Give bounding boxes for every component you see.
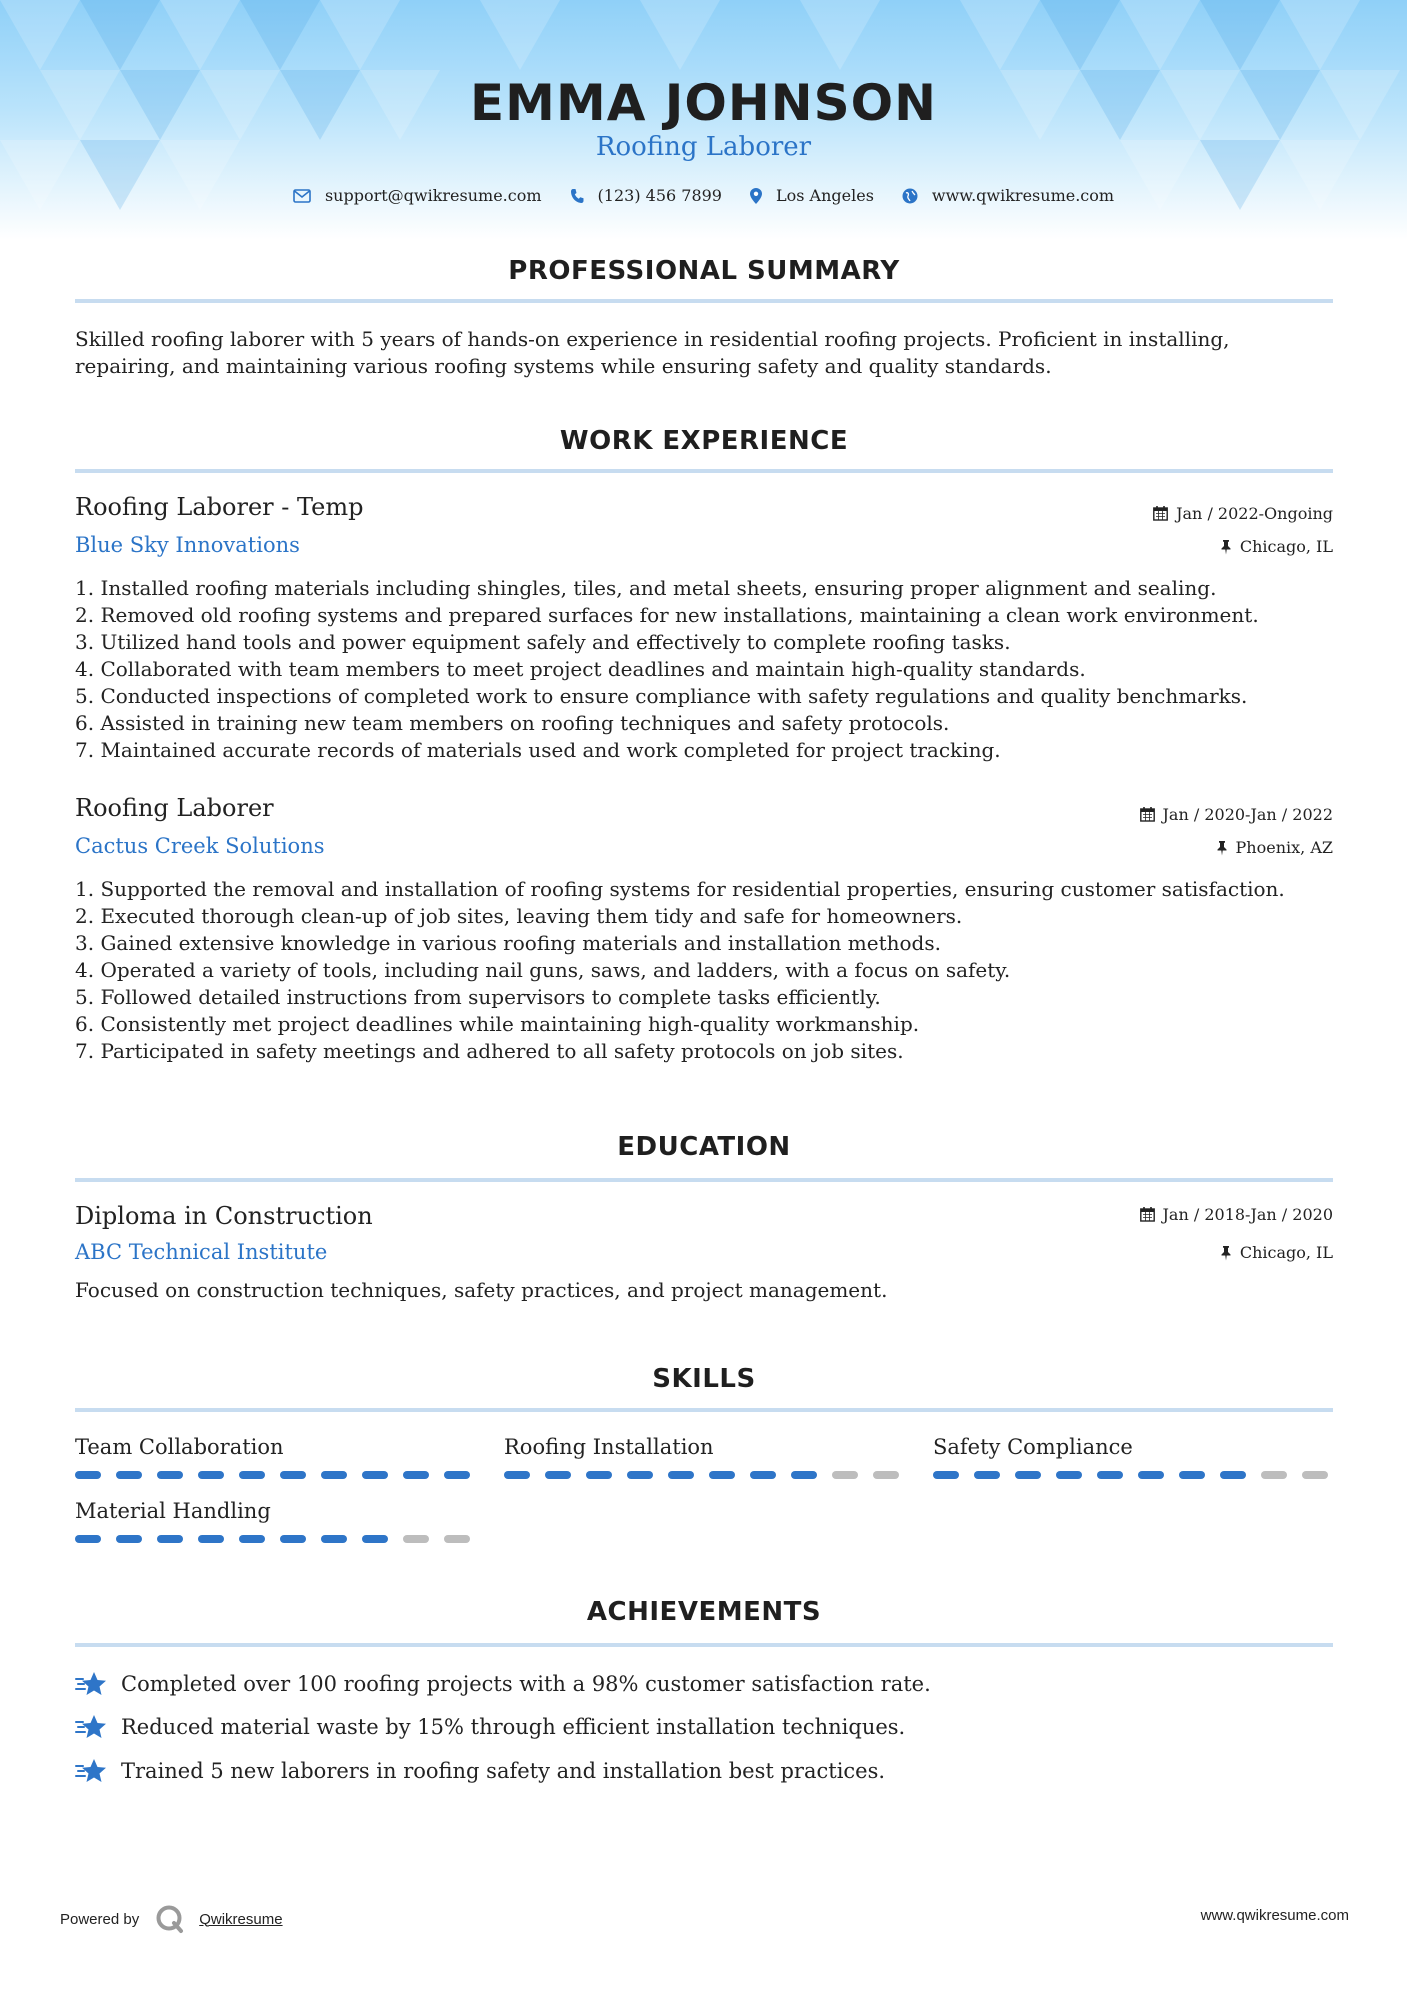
list-item: 5. Followed detailed instructions from supervisors to complete tasks efficiently. xyxy=(75,985,881,1009)
job-2-company: Cactus Creek Solutions xyxy=(75,834,325,858)
skill-dash-filled xyxy=(750,1471,776,1479)
skill-dash-filled xyxy=(116,1471,142,1479)
skill-dash-filled xyxy=(198,1471,224,1479)
achievement-item xyxy=(75,1670,931,1698)
list-item: 4. Operated a variety of tools, including nail guns, saws, and ladders, with a focus on safety. xyxy=(75,958,1011,982)
candidate-name: EMMA JOHNSON xyxy=(470,74,937,132)
skill-dash-filled xyxy=(586,1471,612,1479)
star-icon xyxy=(75,1757,107,1785)
skill-dash-filled xyxy=(545,1471,571,1479)
job-2-date xyxy=(1140,805,1333,824)
skill-4-meter xyxy=(75,1535,485,1543)
skill-dash-filled xyxy=(1015,1471,1041,1479)
experience-divider xyxy=(75,469,1333,473)
contact-bar xyxy=(0,186,1407,205)
list-item: 2. Executed thorough clean-up of job sites, leaving them tidy and safe for homeowners. xyxy=(75,904,963,928)
skill-dash-filled xyxy=(1138,1471,1164,1479)
list-item: 6. Assisted in training new team members on roofing techniques and safety protocols. xyxy=(75,711,950,735)
education-date-text: Jan / 2018-Jan / 2020 xyxy=(1162,1205,1333,1224)
skill-dash-filled xyxy=(75,1535,101,1543)
list-item: 2. Removed old roofing systems and prepared surfaces for new installations, maintaining a clean work environment. xyxy=(75,603,1259,627)
achievement-item xyxy=(75,1757,885,1785)
skill-dash-filled xyxy=(75,1471,101,1479)
list-item: 7. Maintained accurate records of materials used and work completed for project tracking. xyxy=(75,738,1001,762)
list-item: 1. Supported the removal and installation of roofing systems for residential properties, ensuring customer satisfaction. xyxy=(75,877,1285,901)
location-text: Los Angeles xyxy=(775,186,874,205)
job-2-location xyxy=(1216,838,1333,857)
contact-email[interactable] xyxy=(293,186,542,205)
email-text: support@qwikresume.com xyxy=(324,186,542,205)
skill-2-label: Roofing Installation xyxy=(504,1435,714,1459)
summary-divider xyxy=(75,299,1333,303)
job-1-company: Blue Sky Innovations xyxy=(75,533,300,557)
list-item: 3. Gained extensive knowledge in various roofing materials and installation methods. xyxy=(75,931,941,955)
skill-dash-filled xyxy=(444,1471,470,1479)
skill-dash-filled xyxy=(239,1535,265,1543)
skill-dash-filled xyxy=(403,1471,429,1479)
list-item: 3. Utilized hand tools and power equipment safely and effectively to complete roofing tasks. xyxy=(75,630,1011,654)
skills-divider xyxy=(75,1408,1333,1412)
phone-icon xyxy=(570,188,584,204)
skill-4-label: Material Handling xyxy=(75,1499,271,1523)
job-1-location-text: Chicago, IL xyxy=(1239,537,1333,556)
skill-dash-filled xyxy=(1179,1471,1205,1479)
skill-dash-empty xyxy=(444,1535,470,1543)
achievements-heading: ACHIEVEMENTS xyxy=(586,1597,822,1627)
job-title-headline: Roofing Laborer xyxy=(595,132,812,162)
skill-dash-filled xyxy=(362,1535,388,1543)
achievement-text: Reduced material waste by 15% through efficient installation techniques. xyxy=(121,1715,906,1739)
skill-dash-filled xyxy=(668,1471,694,1479)
skill-dash-empty xyxy=(403,1535,429,1543)
skill-dash-empty xyxy=(1261,1471,1287,1479)
skill-dash-filled xyxy=(933,1471,959,1479)
list-item: 7. Participated in safety meetings and adhered to all safety protocols on job sites. xyxy=(75,1039,904,1063)
job-2-location-text: Phoenix, AZ xyxy=(1235,838,1333,857)
job-2-title: Roofing Laborer xyxy=(75,794,274,822)
skill-dash-filled xyxy=(974,1471,1000,1479)
skill-2-meter xyxy=(504,1471,914,1479)
skill-dash-filled xyxy=(116,1535,142,1543)
calendar-icon xyxy=(1140,1207,1155,1222)
calendar-icon xyxy=(1153,506,1168,521)
pushpin-icon xyxy=(1220,539,1232,555)
skill-dash-filled xyxy=(1056,1471,1082,1479)
skill-dash-filled xyxy=(157,1535,183,1543)
skill-dash-filled xyxy=(627,1471,653,1479)
skill-dash-filled xyxy=(362,1471,388,1479)
envelope-icon xyxy=(293,189,311,203)
job-1-date-text: Jan / 2022-Ongoing xyxy=(1176,504,1333,523)
skill-3-label: Safety Compliance xyxy=(933,1435,1133,1459)
skill-dash-empty xyxy=(1302,1471,1328,1479)
skill-dash-empty xyxy=(873,1471,899,1479)
job-2-date-text: Jan / 2020-Jan / 2022 xyxy=(1162,805,1333,824)
pushpin-icon xyxy=(1216,840,1228,856)
contact-location xyxy=(750,186,874,205)
skill-dash-filled xyxy=(791,1471,817,1479)
skill-1-label: Team Collaboration xyxy=(75,1435,284,1459)
achievement-text: Trained 5 new laborers in roofing safety and installation best practices. xyxy=(121,1759,886,1783)
qwikresume-logo-icon xyxy=(155,1904,185,1934)
skill-dash-filled xyxy=(321,1535,347,1543)
skill-dash-filled xyxy=(1220,1471,1246,1479)
list-item: 1. Installed roofing materials including shingles, tiles, and metal sheets, ensuring proper alignment and sealing. xyxy=(75,576,1217,600)
skill-dash-filled xyxy=(239,1471,265,1479)
calendar-icon xyxy=(1140,807,1155,822)
skill-dash-filled xyxy=(198,1535,224,1543)
job-2-bullets xyxy=(75,876,1345,1065)
education-heading: EDUCATION xyxy=(617,1132,791,1162)
skill-1-meter xyxy=(75,1471,485,1479)
skill-dash-filled xyxy=(280,1535,306,1543)
skill-dash-filled xyxy=(321,1471,347,1479)
skill-dash-filled xyxy=(1097,1471,1123,1479)
job-1-location xyxy=(1220,537,1333,556)
star-icon xyxy=(75,1713,107,1741)
list-item: 6. Consistently met project deadlines while maintaining high-quality workmanship. xyxy=(75,1012,920,1036)
achievement-item xyxy=(75,1713,905,1741)
contact-phone[interactable] xyxy=(570,186,722,205)
list-item: 5. Conducted inspections of completed work to ensure compliance with safety regulations and quality benchmarks. xyxy=(75,684,1248,708)
skill-dash-empty xyxy=(832,1471,858,1479)
job-1-title: Roofing Laborer - Temp xyxy=(75,493,364,521)
contact-website[interactable] xyxy=(902,186,1114,205)
powered-by-label: Powered by xyxy=(60,1910,140,1928)
education-school: ABC Technical Institute xyxy=(75,1240,328,1264)
job-1-bullets xyxy=(75,575,1345,764)
website-text: www.qwikresume.com xyxy=(931,186,1115,205)
star-icon xyxy=(75,1670,107,1698)
summary-text: Skilled roofing laborer with 5 years of hands-on experience in residential roofing projects. Proficient in installing, repairing, and maintaining various roofing systems while ensuring safety and quality standards. xyxy=(75,327,1230,378)
summary-heading: PROFESSIONAL SUMMARY xyxy=(508,256,900,286)
qwikresume-link[interactable]: Qwikresume xyxy=(199,1910,283,1928)
map-pin-icon xyxy=(750,188,762,204)
skills-heading: SKILLS xyxy=(652,1364,756,1394)
skill-dash-filled xyxy=(709,1471,735,1479)
achievements-divider xyxy=(75,1643,1333,1647)
list-item: 4. Collaborated with team members to meet project deadlines and maintain high-quality standards. xyxy=(75,657,1086,681)
education-location xyxy=(1220,1243,1333,1262)
education-degree: Diploma in Construction xyxy=(75,1202,373,1230)
pushpin-icon xyxy=(1220,1245,1232,1261)
skill-3-meter xyxy=(933,1471,1343,1479)
footer-powered-by xyxy=(60,1904,283,1934)
phone-text: (123) 456 7899 xyxy=(597,186,722,205)
education-date xyxy=(1140,1205,1333,1224)
experience-heading: WORK EXPERIENCE xyxy=(559,426,849,456)
skill-dash-filled xyxy=(157,1471,183,1479)
education-divider xyxy=(75,1178,1333,1182)
globe-icon xyxy=(902,188,918,204)
achievement-text: Completed over 100 roofing projects with a 98% customer satisfaction rate. xyxy=(121,1672,931,1696)
skill-dash-filled xyxy=(280,1471,306,1479)
education-location-text: Chicago, IL xyxy=(1239,1243,1333,1262)
job-1-date xyxy=(1153,504,1333,523)
skill-dash-filled xyxy=(504,1471,530,1479)
footer-site[interactable]: www.qwikresume.com xyxy=(1200,1907,1349,1924)
education-description: Focused on construction techniques, safety practices, and project management. xyxy=(75,1278,888,1302)
